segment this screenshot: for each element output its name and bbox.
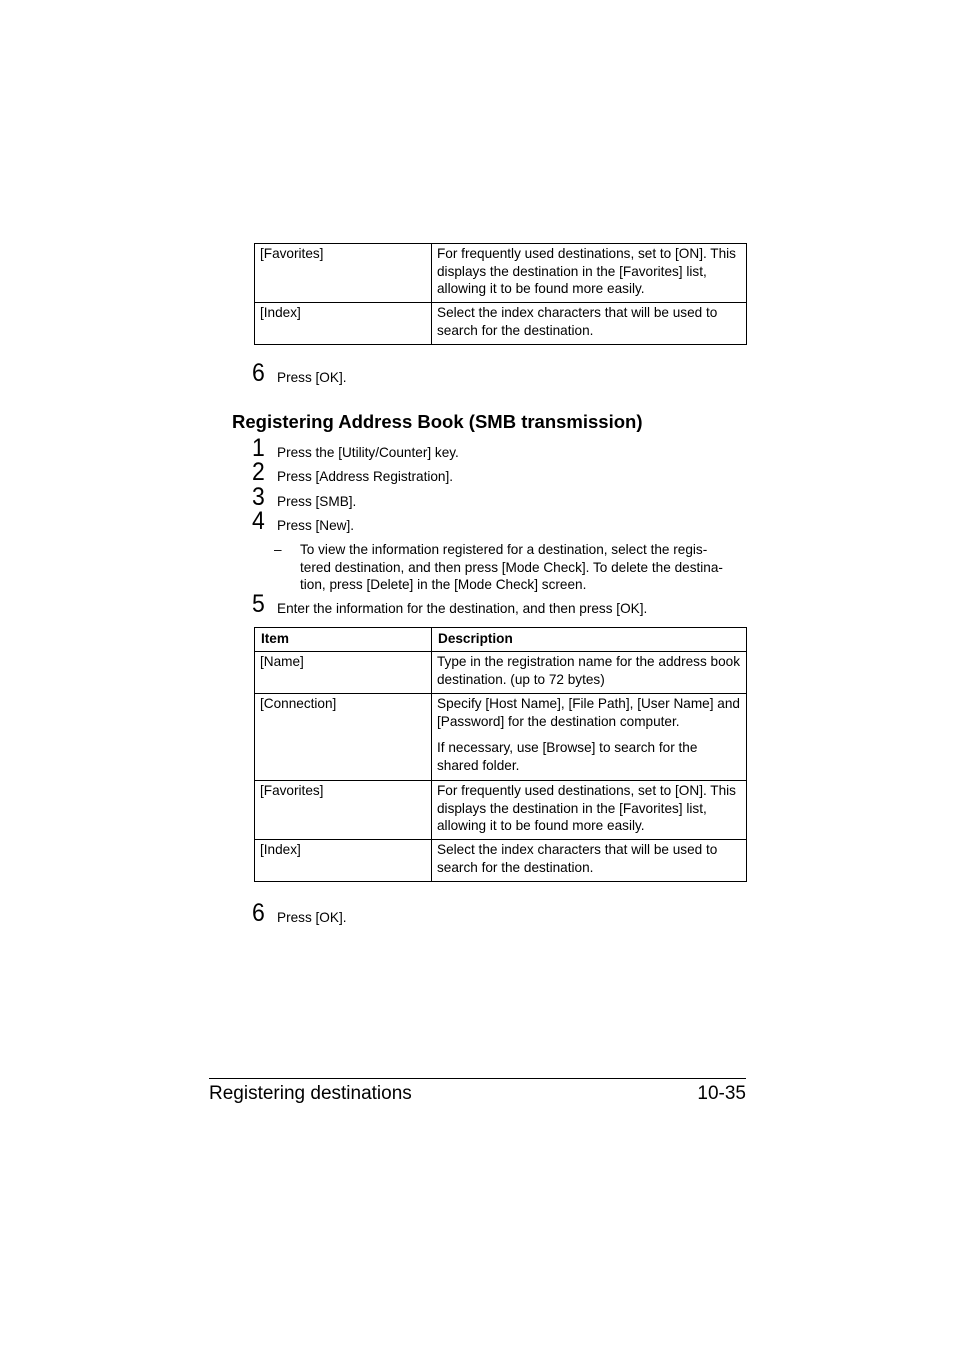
table-row xyxy=(255,781,747,840)
description-cell: For frequently used destinations, set to [ON]. This displays the destination in the [Favorites] list, allowing it to be found more easily. xyxy=(432,781,747,840)
table-row xyxy=(255,652,747,694)
description-cell: Select the index characters that will be used to search for the destination. xyxy=(432,840,747,882)
note-line: To view the information registered for a destination, select the regis- xyxy=(300,542,708,557)
column-header-description: Description xyxy=(432,628,747,652)
table-row xyxy=(255,694,747,781)
step-number: 2 xyxy=(252,458,265,486)
column-header-item: Item xyxy=(255,628,432,652)
note-bullet: – xyxy=(274,542,282,557)
section-heading: Registering Address Book (SMB transmission) xyxy=(232,411,643,432)
note-line: tion, press [Delete] in the [Mode Check] screen. xyxy=(300,577,587,593)
table-row xyxy=(255,303,747,345)
footer-chapter-title: Registering destinations xyxy=(209,1083,412,1104)
description-cell xyxy=(432,694,747,781)
item-cell: [Connection] xyxy=(255,694,432,781)
footer-divider xyxy=(209,1078,746,1079)
table-header-row xyxy=(255,628,747,652)
description-cell: Type in the registration name for the address book destination. (up to 72 bytes) xyxy=(432,652,747,694)
description-paragraph: Specify [Host Name], [File Path], [User Name] and [Password] for the destination computer. xyxy=(437,696,740,729)
top-settings-table xyxy=(254,243,747,345)
item-cell: [Favorites] xyxy=(255,781,432,840)
item-cell: [Index] xyxy=(255,840,432,882)
note-line: tered destination, and then press [Mode Check]. To delete the destina- xyxy=(300,559,723,575)
step-text: Press [OK]. xyxy=(277,370,347,385)
step-number: 4 xyxy=(252,507,265,535)
step-text: Enter the information for the destination, and then press [OK]. xyxy=(277,601,648,616)
step-number: 3 xyxy=(252,483,265,511)
item-cell: [Index] xyxy=(255,303,432,345)
item-cell: [Favorites] xyxy=(255,244,432,303)
step-text: Press [OK]. xyxy=(277,910,347,925)
description-cell: For frequently used destinations, set to [ON]. This displays the destination in the [Favorites] list, allowing it to be found more easily. xyxy=(432,244,747,303)
step-note xyxy=(300,541,750,594)
step-number: 5 xyxy=(252,590,265,618)
page-number: 10-35 xyxy=(697,1083,746,1104)
table-row xyxy=(255,840,747,882)
smb-settings-table xyxy=(254,627,747,882)
step-text: Press the [Utility/Counter] key. xyxy=(277,445,459,460)
description-paragraph: If necessary, use [Browse] to search for the shared folder. xyxy=(437,740,698,773)
table-row xyxy=(255,244,747,303)
step-text: Press [New]. xyxy=(277,518,355,533)
step-text: Press [Address Registration]. xyxy=(277,469,454,484)
step-number: 6 xyxy=(252,359,265,387)
item-cell: [Name] xyxy=(255,652,432,694)
step-number: 6 xyxy=(252,899,265,927)
description-cell: Select the index characters that will be used to search for the destination. xyxy=(432,303,747,345)
step-text: Press [SMB]. xyxy=(277,494,357,509)
step-number: 1 xyxy=(252,434,265,462)
